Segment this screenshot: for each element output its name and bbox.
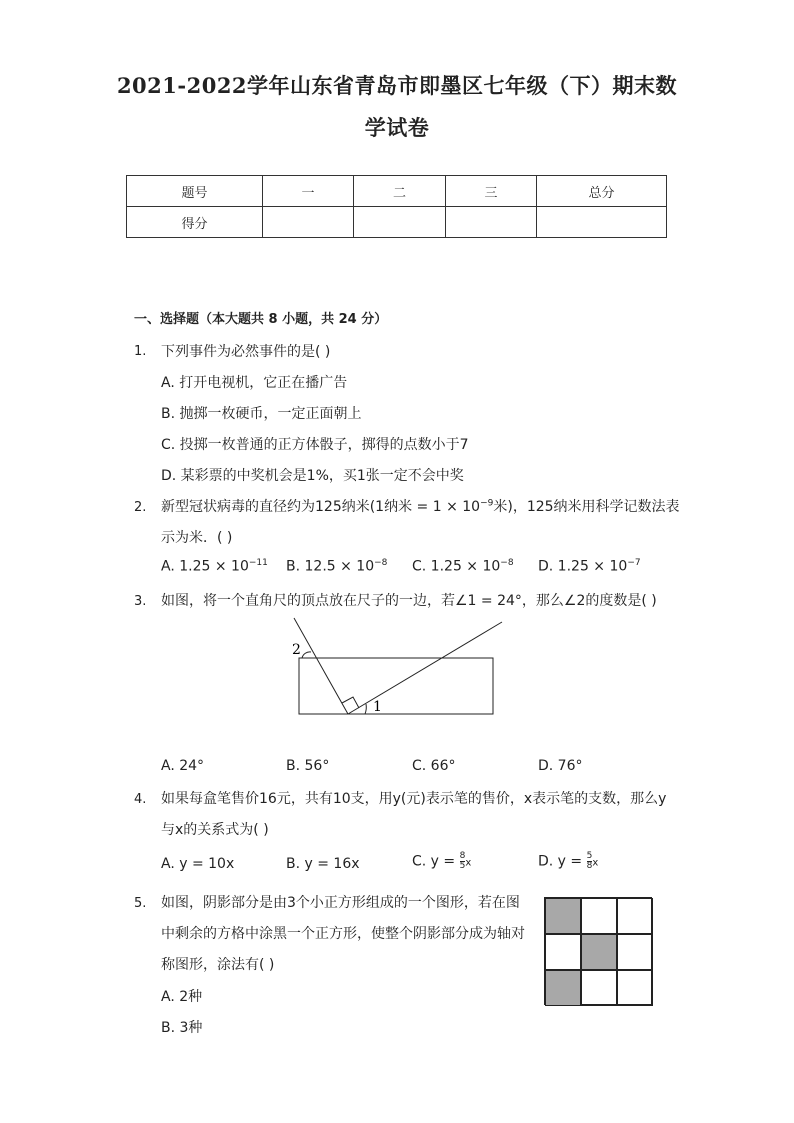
- option-b: B. 抛掷一枚硬币，一定正面朝上: [161, 406, 362, 422]
- score-table-cell: 得分: [127, 207, 263, 238]
- option-c: [412, 852, 471, 871]
- fraction-denominator: 8: [586, 861, 593, 871]
- exam-title-line2: 学试卷: [364, 115, 430, 140]
- grid-cell: [545, 934, 581, 970]
- stem-text: 米)，125纳米用科学记数法表: [493, 499, 680, 515]
- option-a: A. y = 10x: [161, 856, 235, 872]
- ruler-setsquare-figure: [280, 612, 510, 722]
- question-stem: 下列事件为必然事件的是( ): [161, 344, 331, 360]
- exponent: −8: [500, 558, 514, 568]
- question-stem-cont: 称图形，涂法有( ): [161, 957, 275, 973]
- score-table-cell: 一: [263, 176, 354, 207]
- option-d: [538, 558, 641, 575]
- option-text: D. y =: [538, 853, 587, 870]
- option-b: B. 56°: [286, 758, 330, 774]
- right-angle-mark: [342, 697, 359, 708]
- option-a: A. 打开电视机，它正在播广告: [161, 375, 348, 391]
- section-heading: 一、选择题（本大题共 8 小题，共 24 分）: [134, 312, 388, 327]
- grid-cell-shaded: [545, 898, 581, 934]
- option-text: x: [592, 857, 599, 869]
- option-text: C. y =: [412, 853, 460, 870]
- grid-cell: [581, 898, 617, 934]
- question-stem: 如图，阴影部分是由3个小正方形组成的一个图形，若在图: [161, 895, 520, 911]
- question-stem-cont: 中剩余的方格中涂黑一个正方形，使整个阴影部分成为轴对: [161, 926, 525, 942]
- option-a: A. 2种: [161, 989, 203, 1005]
- grid-cell: [617, 970, 653, 1006]
- score-table-cell: 三: [446, 176, 537, 207]
- option-d: D. 某彩票的中奖机会是1%，买1张一定不会中奖: [161, 468, 464, 484]
- question-number: 1.: [134, 344, 147, 359]
- grid-cell-shaded: [545, 970, 581, 1006]
- option-d: D. 76°: [538, 758, 583, 774]
- question-number: 3.: [134, 594, 147, 609]
- question-stem: [161, 496, 680, 516]
- question-number: 4.: [134, 792, 147, 807]
- exponent: −9: [480, 498, 494, 509]
- option-text: C. 1.25 × 10: [412, 558, 501, 575]
- exponent: −7: [627, 558, 641, 568]
- grid-cell: [617, 898, 653, 934]
- score-table-row: [127, 207, 667, 238]
- fraction-denominator: 5: [459, 861, 466, 871]
- fraction-numerator: 8: [459, 851, 466, 861]
- option-b: [286, 558, 387, 575]
- question-number: 2.: [134, 500, 147, 515]
- score-table-cell: [354, 207, 446, 238]
- fraction-numerator: 5: [586, 851, 593, 861]
- option-b: B. 3种: [161, 1020, 203, 1036]
- score-table-cell: 题号: [127, 176, 263, 207]
- option-text: A. 1.25 × 10: [161, 558, 249, 575]
- question-number: 5.: [134, 896, 147, 911]
- score-table-header-row: [127, 176, 667, 207]
- grid-cell: [617, 934, 653, 970]
- option-c: C. 66°: [412, 758, 456, 774]
- angle2-arc: [302, 652, 311, 658]
- exam-title-line1: 2021-2022学年山东省青岛市即墨区七年级（下）期末数: [116, 73, 678, 98]
- option-c: [412, 558, 514, 575]
- square-grid-figure: [544, 897, 652, 1005]
- option-d: [538, 852, 598, 871]
- setsquare-leg: [294, 618, 348, 714]
- exponent: −8: [374, 558, 388, 568]
- option-text: B. 12.5 × 10: [286, 558, 375, 575]
- score-table-cell: 总分: [537, 176, 667, 207]
- score-table: [126, 175, 667, 238]
- grid-cell: [581, 970, 617, 1006]
- option-a: A. 24°: [161, 758, 205, 774]
- question-stem-cont: 示为米．( ): [161, 530, 233, 546]
- question-stem: 如果每盒笔售价16元，共有10支，用y(元)表示笔的售价，x表示笔的支数，那么y: [161, 791, 667, 807]
- option-text: D. 1.25 × 10: [538, 558, 628, 575]
- exponent: −11: [248, 558, 268, 568]
- angle1-arc: [365, 704, 366, 714]
- setsquare-leg: [348, 622, 502, 714]
- score-table-cell: 二: [354, 176, 446, 207]
- option-a: [161, 558, 268, 575]
- score-table-cell: [446, 207, 537, 238]
- stem-text: 新型冠状病毒的直径约为125纳米(1纳米 = 1 × 10: [161, 499, 481, 515]
- angle-label-1: 1: [373, 699, 382, 715]
- question-stem-cont: 与x的关系式为( ): [161, 822, 269, 838]
- question-stem: 如图，将一个直角尺的顶点放在尺子的一边，若∠1 = 24°，那么∠2的度数是( ): [161, 593, 657, 609]
- score-table-cell: [537, 207, 667, 238]
- angle-label-2: 2: [292, 642, 301, 658]
- option-b: B. y = 16x: [286, 856, 360, 872]
- score-table-cell: [263, 207, 354, 238]
- ruler-shape: [299, 658, 493, 714]
- option-text: x: [465, 857, 472, 869]
- grid-cell-shaded: [581, 934, 617, 970]
- option-c: C. 投掷一枚普通的正方体骰子，掷得的点数小于7: [161, 437, 469, 453]
